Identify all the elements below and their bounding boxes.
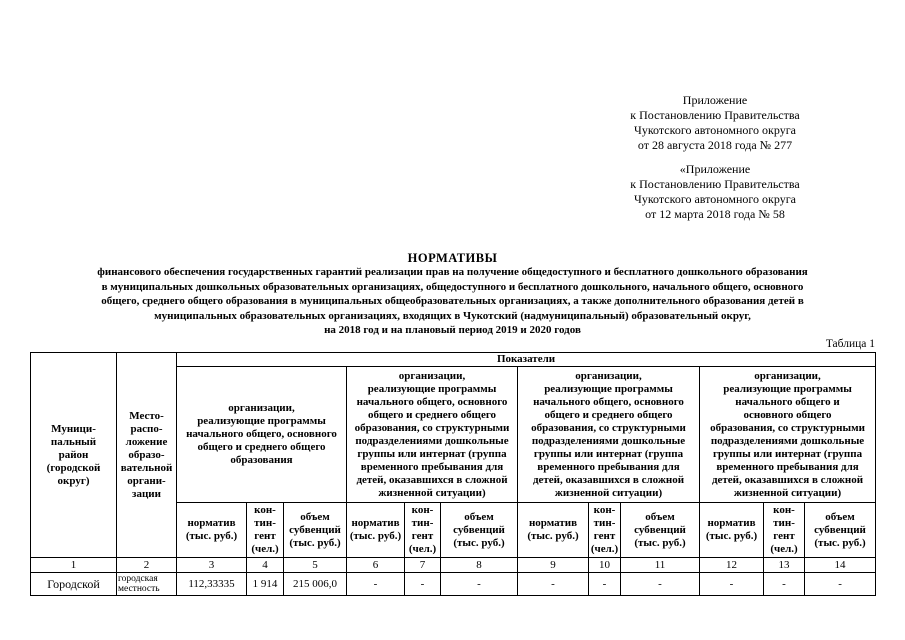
column-number: 7 bbox=[405, 558, 441, 573]
column-number: 6 bbox=[347, 558, 405, 573]
cell-location: городская местность bbox=[117, 573, 177, 596]
column-number: 9 bbox=[518, 558, 589, 573]
subheader-normative: норматив (тыс. руб.) bbox=[177, 503, 247, 558]
appendix-line: «Приложение bbox=[679, 162, 751, 176]
subheader-normative: норматив (тыс. руб.) bbox=[700, 503, 764, 558]
appendix-line: к Постановлению Правительства bbox=[630, 108, 800, 122]
appendix-header-current bbox=[560, 93, 870, 153]
appendix-line: Чукотского автономного округа bbox=[634, 192, 796, 206]
column-number: 10 bbox=[589, 558, 621, 573]
column-number: 14 bbox=[805, 558, 876, 573]
cell-value: 112,33335 bbox=[177, 573, 247, 596]
subheader-normative: норматив (тыс. руб.) bbox=[347, 503, 405, 558]
cell-value: - bbox=[405, 573, 441, 596]
header-location bbox=[117, 353, 177, 558]
subtitle-line: на 2018 год и на плановый период 2019 и 2020 годов bbox=[324, 324, 581, 336]
subheader-subvention: объем субвенций (тыс. руб.) bbox=[284, 503, 347, 558]
subheader-contingent: кон- тин- гент (чел.) bbox=[764, 503, 805, 558]
document-subtitle bbox=[22, 265, 883, 338]
normatives-table bbox=[30, 352, 876, 596]
column-number: 11 bbox=[621, 558, 700, 573]
header-group-3: организации, реализующие программы начального общего, основного общего и среднего общего образования, со структурными подразделениями дошкольные группы или интернат (группа временного пребывания для детей, оказавшихся в сложной жизненной ситуации) bbox=[518, 367, 700, 503]
appendix-header-previous bbox=[560, 162, 870, 222]
cell-value: 215 006,0 bbox=[284, 573, 347, 596]
column-number-row bbox=[31, 558, 876, 573]
column-number: 4 bbox=[247, 558, 284, 573]
subtitle-line: общего, среднего общего образования в муниципальных общеобразовательных организациях, а также дополнительного образования детей в bbox=[101, 295, 804, 307]
column-number: 5 bbox=[284, 558, 347, 573]
subtitle-line: муниципальных образовательных организациях, входящих в Чукотский (надмуниципальный) образовательный округ, bbox=[154, 309, 751, 322]
subtitle-line: в муниципальных дошкольных образовательных организациях, общедоступного и бесплатного дошкольного, начального общего, основного bbox=[101, 280, 804, 293]
subheader-contingent: кон- тин- гент (чел.) bbox=[405, 503, 441, 558]
column-number: 1 bbox=[31, 558, 117, 573]
cell-value: 1 914 bbox=[247, 573, 284, 596]
header-group-4: организации, реализующие программы начального общего и основного общего образования, со структурными подразделениями дошкольные группы или интернат (группа временного пребывания для детей, оказавшихся в сложной жизненной ситуации) bbox=[700, 367, 876, 503]
appendix-line: Чукотского автономного округа bbox=[634, 123, 796, 137]
subheader-subvention: объем субвенций (тыс. руб.) bbox=[805, 503, 876, 558]
subheader-subvention: объем субвенций (тыс. руб.) bbox=[621, 503, 700, 558]
cell-value: - bbox=[441, 573, 518, 596]
table-caption: Таблица 1 bbox=[825, 338, 875, 350]
cell-value: - bbox=[700, 573, 764, 596]
subheader-contingent: кон- тин- гент (чел.) bbox=[589, 503, 621, 558]
appendix-line: к Постановлению Правительства bbox=[630, 177, 800, 191]
header-indicators: Показатели bbox=[177, 353, 876, 367]
header-municipality bbox=[31, 353, 117, 558]
appendix-line: Приложение bbox=[682, 93, 748, 107]
cell-municipality: Городской bbox=[31, 573, 117, 596]
appendix-line: от 12 марта 2018 года № 58 bbox=[645, 207, 785, 221]
column-number: 8 bbox=[441, 558, 518, 573]
header-group-2: организации, реализующие программы начального общего, основного общего и среднего общего образования, со структурными подразделениями дошкольные группы или интернат (группа временного пребывания для детей, оказавшихся в сложной жизненной ситуации) bbox=[347, 367, 518, 503]
cell-value: - bbox=[621, 573, 700, 596]
cell-value: - bbox=[805, 573, 876, 596]
cell-value: - bbox=[518, 573, 589, 596]
column-number: 2 bbox=[117, 558, 177, 573]
appendix-line: от 28 августа 2018 года № 277 bbox=[637, 138, 793, 152]
table-row bbox=[31, 573, 876, 596]
column-number: 3 bbox=[177, 558, 247, 573]
cell-value: - bbox=[589, 573, 621, 596]
subheader-subvention: объем субвенций (тыс. руб.) bbox=[441, 503, 518, 558]
cell-value: - bbox=[764, 573, 805, 596]
document-title: НОРМАТИВЫ bbox=[407, 251, 498, 265]
column-number: 12 bbox=[700, 558, 764, 573]
cell-value: - bbox=[347, 573, 405, 596]
subheader-normative: норматив (тыс. руб.) bbox=[518, 503, 589, 558]
header-municipality-label: Муници- пальный район (городской округ) bbox=[46, 422, 101, 487]
subheader-contingent: кон- тин- гент (чел.) bbox=[247, 503, 284, 558]
column-number: 13 bbox=[764, 558, 805, 573]
subtitle-line: финансового обеспечения государственных гарантий реализации прав на получение общедоступного и бесплатного дошкольного образования bbox=[97, 266, 808, 278]
header-location-label: Место- распо- ложение образо- вательной органи- зации bbox=[120, 409, 173, 500]
header-group-1: организации, реализующие программы начального общего, основного общего и среднего общего образования bbox=[177, 367, 347, 503]
